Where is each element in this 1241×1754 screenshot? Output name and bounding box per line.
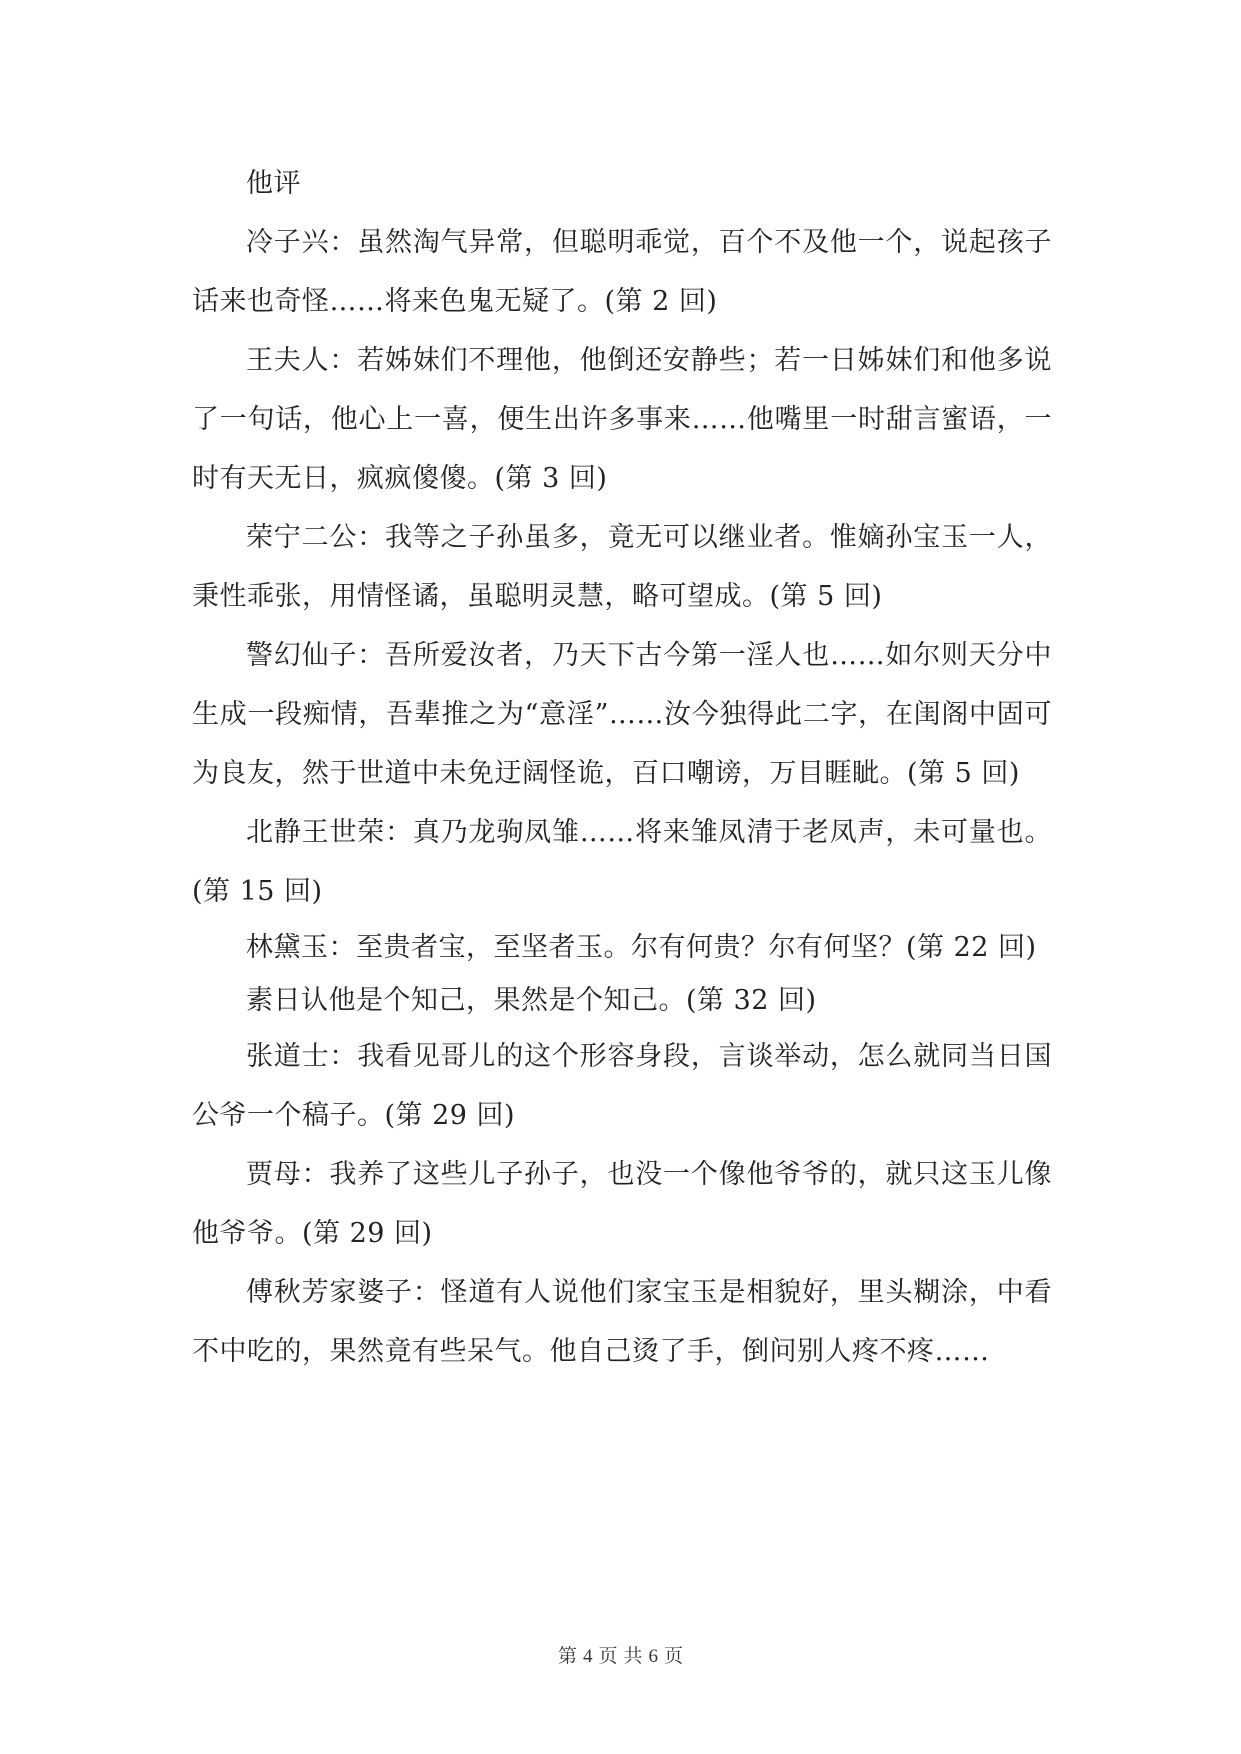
quote-paragraph: 贾母：我养了这些儿子孙子，也没一个像他爷爷的，就只这玉儿像他爷爷。(第 29 回) xyxy=(192,1159,1052,1249)
current-page-number: 4 xyxy=(582,1646,593,1667)
total-pages-number: 6 xyxy=(648,1646,659,1667)
footer-unit-label: 页 xyxy=(598,1645,618,1667)
quote-paragraph: 林黛玉：至贵者宝，至坚者玉。尔有何贵？尔有何坚？(第 22 回) xyxy=(246,932,1037,963)
quote-paragraph: 傅秋芳家婆子：怪道有人说他们家宝玉是相貌好，里头糊涂，中看不中吃的，果然竟有些呆气。他自己烫了手，倒问别人疼不疼…… xyxy=(192,1277,1052,1367)
quote-paragraph: 荣宁二公：我等之子孙虽多，竟无可以继业者。惟嫡孙宝玉一人，秉性乖张，用情怪谲，虽聪明灵慧，略可望成。(第 5 回) xyxy=(192,522,1052,612)
footer-page-label: 第 xyxy=(557,1645,577,1667)
document-body xyxy=(192,154,1052,1381)
quote-paragraph: 警幻仙子：吾所爱汝者，乃天下古今第一淫人也……如尔则天分中生成一段痴情，吾辈推之为“意淫”……汝今独得此二字，在闺阁中固可为良友，然于世道中未免迂阔怪诡，百口嘲谤，万目睚眦。(第 5 回) xyxy=(192,640,1052,789)
quote-paragraph: 张道士：我看见哥儿的这个形容身段，言谈举动，怎么就同当日国公爷一个稿子。(第 29 回) xyxy=(192,1041,1052,1131)
footer-unit-label-2: 页 xyxy=(664,1645,684,1667)
footer-total-label: 共 xyxy=(623,1645,643,1667)
quote-paragraph: 王夫人：若姊妹们不理他，他倒还安静些；若一日姊妹们和他多说了一句话，他心上一喜，便生出许多事来……他嘴里一时甜言蜜语，一时有天无日，疯疯傻傻。(第 3 回) xyxy=(192,345,1052,494)
quote-paragraph: 冷子兴：虽然淘气异常，但聪明乖觉，百个不及他一个，说起孩子话来也奇怪……将来色鬼无疑了。(第 2 回) xyxy=(192,227,1052,317)
quote-paragraph: 素日认他是个知己，果然是个知己。(第 32 回) xyxy=(246,985,817,1016)
section-heading: 他评 xyxy=(246,168,301,199)
page-footer xyxy=(0,1641,1241,1668)
quote-paragraph: 北静王世荣：真乃龙驹凤雏……将来雏凤清于老凤声，未可量也。(第 15 回) xyxy=(192,817,1052,907)
